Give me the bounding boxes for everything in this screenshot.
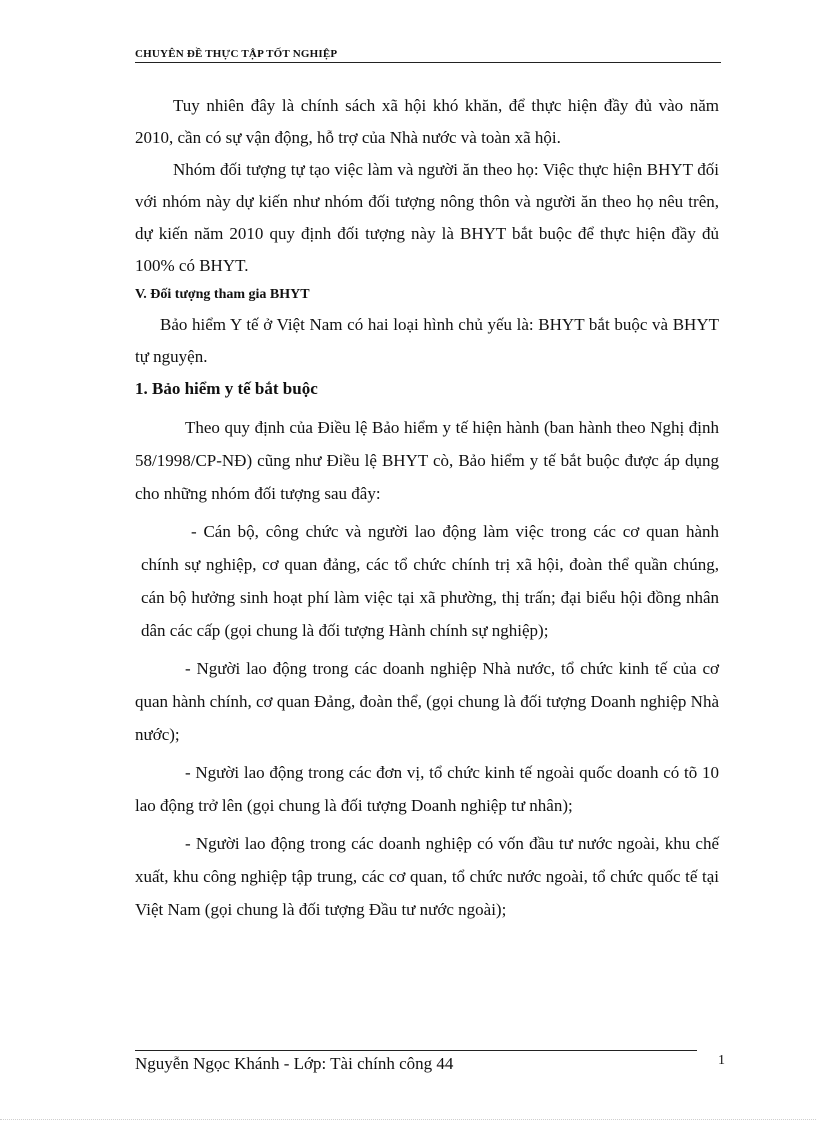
- document-body: [135, 90, 719, 931]
- paragraph-1: Tuy nhiên đây là chính sách xã hội khó khăn, để thực hiện đầy đủ vào năm 2010, cần có sự vận động, hỗ trợ của Nhà nước và toàn xã hội.: [135, 96, 719, 147]
- footer-author: Nguyễn Ngọc Khánh - Lớp: Tài chính công 44: [135, 1054, 454, 1073]
- page-header: CHUYÊN ĐỀ THỰC TẬP TỐT NGHIỆP: [135, 48, 721, 63]
- paragraph-3: Bảo hiểm Y tế ở Việt Nam có hai loại hình chủ yếu là: BHYT bắt buộc và BHYT tự nguyện.: [135, 315, 719, 366]
- page-number: 1: [718, 1053, 725, 1068]
- bullet-list: [135, 515, 719, 647]
- bullet-item-1: - Cán bộ, công chức và người lao động làm việc trong các cơ quan hành chính sự nghiệp, cơ quan đảng, các tổ chức chính trị xã hội, đoàn thể quần chúng, cán bộ hưởng sinh hoạt phí làm việc tại xã phường, thị trấn; đại biểu hội đồng nhân dân các cấp (gọi chung là đối tượng Hành chính sự nghiệp);: [141, 522, 719, 640]
- paragraph-4: Theo quy định của Điều lệ Bảo hiểm y tế hiện hành (ban hành theo Nghị định 58/1998/CP-NĐ) cũng như Điều lệ BHYT cò, Bảo hiểm y tế bắt buộc được áp dụng cho những nhóm đối tượng sau đây:: [135, 418, 719, 503]
- bullet-item-3: - Người lao động trong các đơn vị, tổ chức kinh tế ngoài quốc doanh có tõ 10 lao động trở lên (gọi chung là đối tượng Doanh nghiệp tư nhân);: [135, 763, 719, 815]
- footer-divider: [135, 1050, 697, 1051]
- section-1-heading: 1. Bảo hiểm y tế bắt buộc: [135, 379, 318, 398]
- page-edge-divider: [0, 1119, 816, 1120]
- bullet-item-4: - Người lao động trong các doanh nghiệp có vốn đầu tư nước ngoài, khu chế xuất, khu công nghiệp tập trung, các cơ quan, tổ chức nước ngoài, tổ chức quốc tế tại Việt Nam (gọi chung là đối tượng Đầu tư nước ngoài);: [135, 834, 719, 919]
- section-v-heading: V. Đối tượng tham gia BHYT: [135, 287, 310, 302]
- bullet-item-2: - Người lao động trong các doanh nghiệp Nhà nước, tổ chức kinh tế của cơ quan hành chính, cơ quan Đảng, đoàn thể, (gọi chung là đối tượng Doanh nghiệp Nhà nước);: [135, 659, 719, 744]
- paragraph-2: Nhóm đối tượng tự tạo việc làm và người ăn theo họ: Việc thực hiện BHYT đối với nhóm này dự kiến như nhóm đối tượng nông thôn và người ăn theo họ nêu trên, dự kiến năm 2010 quy định đối tượng này là BHYT bắt buộc để thực hiện đầy đủ 100% có BHYT.: [135, 160, 719, 275]
